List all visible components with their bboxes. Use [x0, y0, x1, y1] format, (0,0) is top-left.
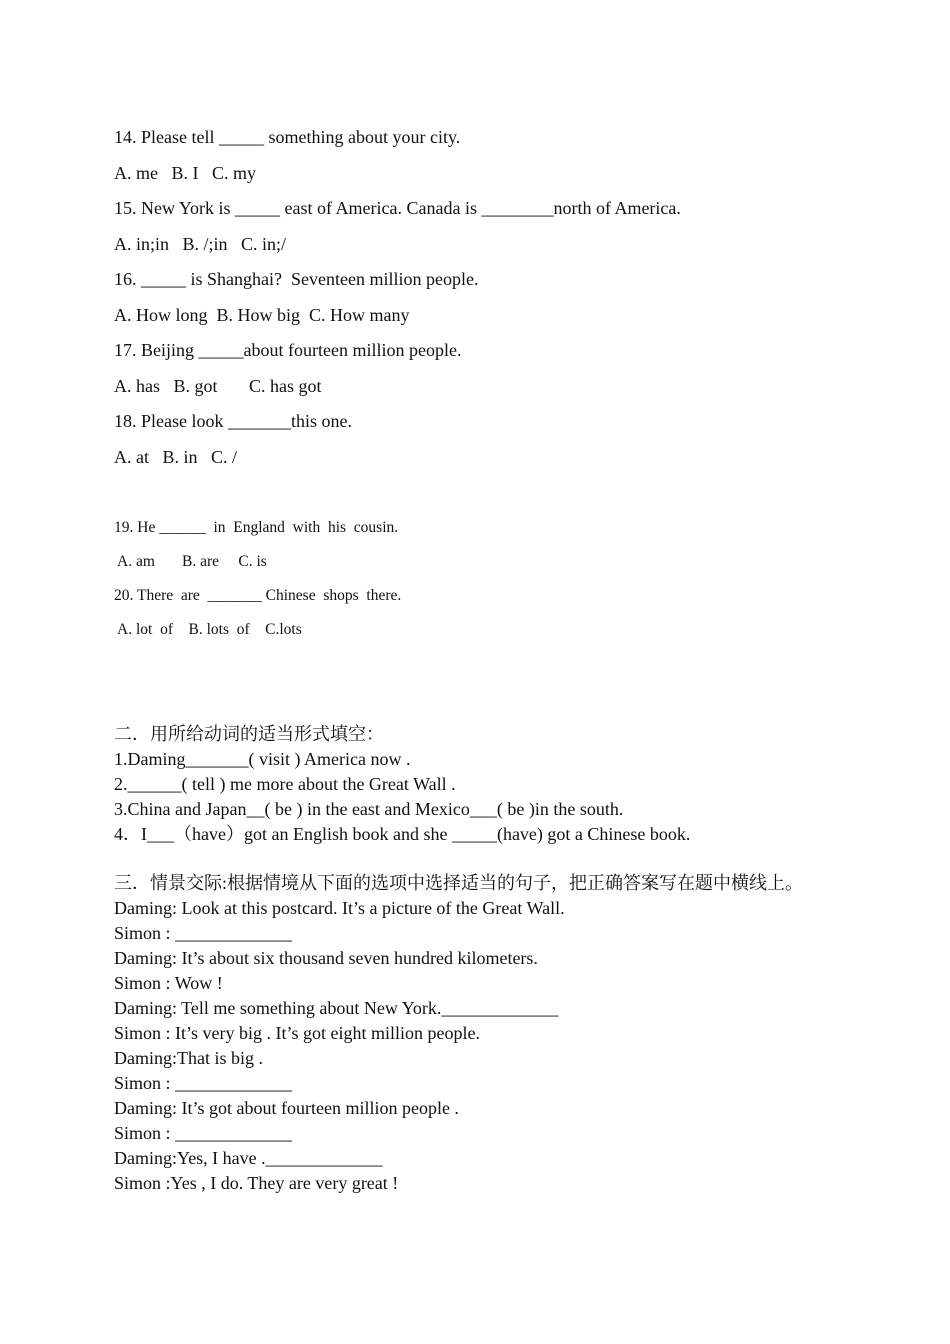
- answer-blank[interactable]: _____________: [175, 1123, 293, 1143]
- question-20-options: A. lot of B. lots of C.lots: [114, 621, 302, 638]
- question-15: 15. New York is _____ east of America. Canada is ________north of America.: [114, 198, 681, 218]
- dialogue-daming-5: Daming: It’s got about fourteen million people .: [114, 1098, 459, 1118]
- answer-blank[interactable]: _____________: [175, 923, 293, 943]
- question-19-options: A. am B. are C. is: [114, 553, 267, 570]
- section-2-heading: 二．用所给动词的适当形式填空：: [114, 724, 384, 744]
- question-19: 19. He ______ in England with his cousin.: [114, 519, 399, 536]
- speaker-text: Simon :: [114, 1123, 176, 1143]
- speaker-text: Daming:Yes, I have .: [114, 1148, 266, 1168]
- dialogue-daming-6: [114, 1147, 383, 1169]
- section-3-heading: 三．情景交际:根据情境从下面的选项中选择适当的句子，把正确答案写在题中横线上。: [114, 873, 803, 893]
- speaker-text: Simon :: [114, 1073, 176, 1093]
- question-20: 20. There are _______ Chinese shops there.: [114, 587, 402, 604]
- dialogue-simon-1: [114, 922, 292, 944]
- dialogue-simon-5: [114, 1122, 292, 1144]
- section-2-line-3: 3.China and Japan__( be ) in the east and Mexico___( be )in the south.: [114, 799, 624, 819]
- speaker-text: Daming: Tell me something about New York.: [114, 998, 442, 1018]
- question-14: 14. Please tell _____ something about your city.: [114, 127, 461, 147]
- dialogue-daming-3: [114, 997, 558, 1019]
- section-2-line-4: 4．I___（have）got an English book and she _____(have) got a Chinese book.: [114, 824, 691, 844]
- section-2-line-1: 1.Daming_______( visit ) America now .: [114, 749, 411, 769]
- question-18-options: A. at B. in C. /: [114, 447, 238, 467]
- question-17-options: A. has B. got C. has got: [114, 376, 322, 396]
- question-15-options: A. in;in B. /;in C. in;/: [114, 234, 287, 254]
- answer-blank[interactable]: _____________: [175, 1073, 293, 1093]
- speaker-text: Simon :: [114, 923, 176, 943]
- dialogue-daming-1: Daming: Look at this postcard. It’s a picture of the Great Wall.: [114, 898, 565, 918]
- answer-blank[interactable]: _____________: [265, 1148, 383, 1168]
- dialogue-simon-2: Simon : Wow !: [114, 973, 223, 993]
- section-2-line-2: 2.______( tell ) me more about the Great Wall .: [114, 774, 456, 794]
- dialogue-simon-6: Simon :Yes , I do. They are very great !: [114, 1173, 399, 1193]
- question-16-options: A. How long B. How big C. How many: [114, 305, 410, 325]
- question-14-options: A. me B. I C. my: [114, 163, 256, 183]
- dialogue-daming-2: Daming: It’s about six thousand seven hundred kilometers.: [114, 948, 538, 968]
- answer-blank[interactable]: _____________: [441, 998, 559, 1018]
- question-16: 16. _____ is Shanghai? Seventeen million people.: [114, 269, 479, 289]
- dialogue-daming-4: Daming:That is big .: [114, 1048, 263, 1068]
- dialogue-simon-4: [114, 1072, 292, 1094]
- question-18: 18. Please look _______this one.: [114, 411, 352, 431]
- dialogue-simon-3: Simon : It’s very big . It’s got eight million people.: [114, 1023, 480, 1043]
- question-17: 17. Beijing _____about fourteen million people.: [114, 340, 462, 360]
